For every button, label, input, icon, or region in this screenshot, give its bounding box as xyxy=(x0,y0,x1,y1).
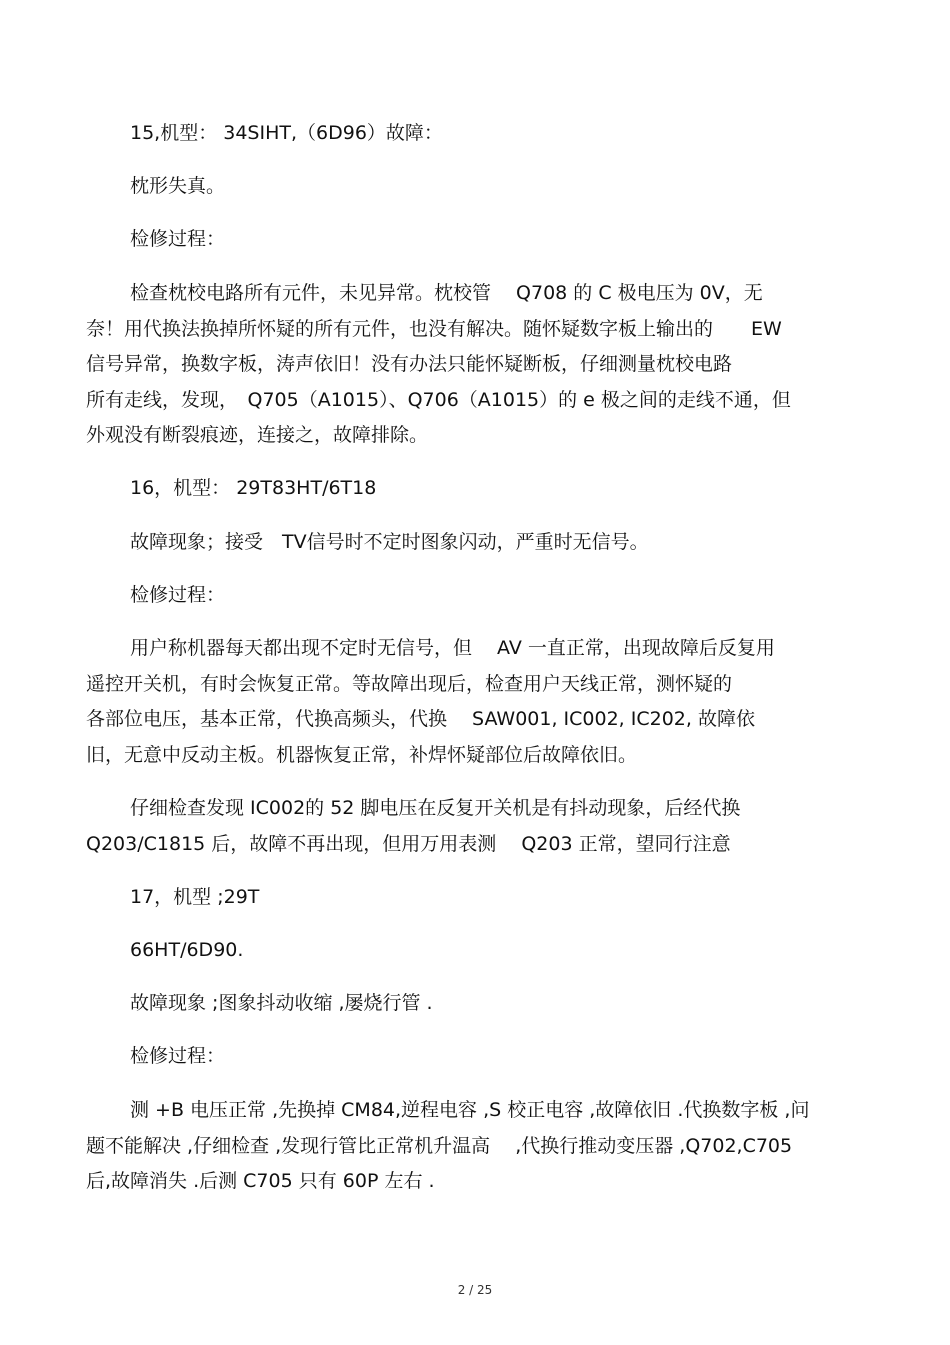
text-line: 故障现象；接受 TV信号时不定时图象闪动，严重时无信号。 xyxy=(130,531,649,553)
case-15-process-body xyxy=(86,276,846,454)
case-16-process-followup xyxy=(86,791,846,862)
case-17-heading xyxy=(86,880,846,916)
text-line: 检修过程： xyxy=(130,228,226,250)
case-17-symptom xyxy=(86,986,846,1022)
text-line: 枕形失真。 xyxy=(130,175,226,197)
case-15-process-label xyxy=(86,222,846,258)
case-15-symptom xyxy=(86,169,846,205)
case-16-symptom xyxy=(86,525,846,561)
text-line: 17，机型 ;29T xyxy=(130,886,260,908)
text-line: 仔细检查发现 IC002的 52 脚电压在反复开关机是有抖动现象，后经代换 xyxy=(130,797,741,819)
text-line: 15,机型： 34SIHT,（6D96）故障： xyxy=(130,122,443,144)
text-line: 故障现象 ;图象抖动收缩 ,屡烧行管 . xyxy=(130,992,433,1014)
text-line: 检修过程： xyxy=(130,584,226,606)
text-line: 奈！用代换法换掉所怀疑的所有元件，也没有解决。随怀疑数字板上输出的 EW xyxy=(86,317,782,340)
text-line: Q203/C1815 后，故障不再出现，但用万用表测 Q203 正常，望同行注意 xyxy=(86,832,731,855)
page-number: 2 / 25 xyxy=(457,1283,493,1297)
text-line: 检查枕校电路所有元件，未见异常。枕校管 Q708 的 C 极电压为 0V，无 xyxy=(130,282,763,304)
case-17-process-body xyxy=(86,1093,846,1200)
text-line: 题不能解决 ,仔细检查 ,发现行管比正常机升温高 ,代换行推动变压器 ,Q702,C705 xyxy=(86,1134,793,1157)
text-line: 16，机型： 29T83HT/6T18 xyxy=(130,477,377,499)
case-16-process-body xyxy=(86,631,846,773)
text-line: 信号异常，换数字板，涛声依旧！没有办法只能怀疑断板，仔细测量枕校电路 xyxy=(86,353,733,375)
text-line: 遥控开关机，有时会恢复正常。等故障出现后，检查用户天线正常，测怀疑的 xyxy=(86,672,733,695)
case-17-process-label xyxy=(86,1039,846,1075)
case-16-heading xyxy=(86,471,846,507)
text-line: 后,故障消失 .后测 C705 只有 60P 左右 . xyxy=(86,1170,435,1192)
case-15-heading xyxy=(86,116,846,152)
case-17-model xyxy=(86,933,846,969)
text-line: 66HT/6D90. xyxy=(130,939,244,961)
text-line: 用户称机器每天都出现不定时无信号，但 AV 一直正常，出现故障后反复用 xyxy=(130,637,775,659)
text-line: 测 +B 电压正常 ,先换掉 CM84,逆程电容 ,S 校正电容 ,故障依旧 .代换数字板 ,问 xyxy=(130,1099,810,1121)
text-line: 所有走线，发现， Q705（A1015）、Q706（A1015）的 e 极之间的走线不通，但 xyxy=(86,388,791,411)
case-16-process-label xyxy=(86,578,846,614)
text-line: 检修过程： xyxy=(130,1045,226,1067)
text-line: 各部位电压，基本正常，代换高频头，代换 SAW001, IC002, IC202, 故障依 xyxy=(86,708,755,730)
text-line: 外观没有断裂痕迹，连接之，故障排除。 xyxy=(86,424,429,446)
text-line: 旧，无意中反动主板。机器恢复正常，补焊怀疑部位后故障依旧。 xyxy=(86,743,638,766)
